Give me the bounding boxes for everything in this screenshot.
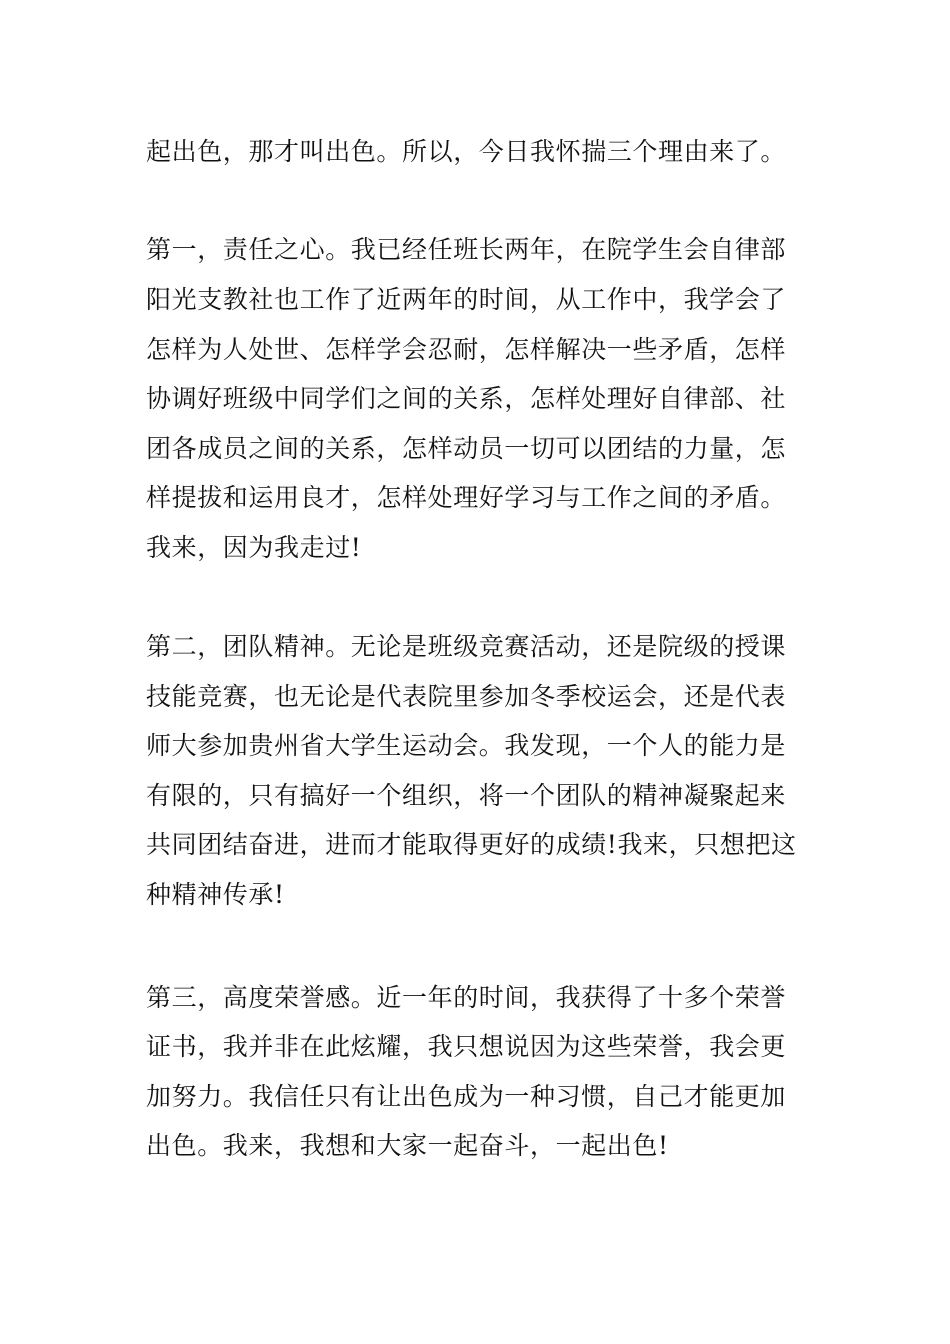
text-line: 技能竞赛，也无论是代表院里参加冬季校运会，还是代表 xyxy=(146,682,787,711)
text-line: 团各成员之间的关系，怎样动员一切可以团结的力量，怎 xyxy=(146,434,787,463)
text-line: 起出色，那才叫出色。所以，今日我怀揣三个理由来了。 xyxy=(146,137,787,166)
text-line: 我来，因为我走过! xyxy=(146,533,362,562)
text-line: 师大参加贵州省大学生运动会。我发现，一个人的能力是 xyxy=(146,731,787,760)
text-line: 有限的，只有搞好一个组织，将一个团队的精神凝聚起来 xyxy=(146,781,787,810)
text-line: 第三，高度荣誉感。近一年的时间，我获得了十多个荣誉 xyxy=(146,983,787,1012)
text-line: 怎样为人处世、怎样学会忍耐，怎样解决一些矛盾，怎样 xyxy=(146,335,787,364)
text-line: 证书，我并非在此炫耀，我只想说因为这些荣誉，我会更 xyxy=(146,1032,787,1061)
text-line: 第二，团队精神。无论是班级竞赛活动，还是院级的授课 xyxy=(146,632,787,661)
text-line: 种精神传承! xyxy=(146,880,285,909)
text-line: 样提拔和运用良才，怎样处理好学习与工作之间的矛盾。 xyxy=(146,483,787,512)
text-line: 阳光支教社也工作了近两年的时间，从工作中，我学会了 xyxy=(146,285,787,314)
text-line: 出色。我来，我想和大家一起奋斗，一起出色! xyxy=(146,1131,669,1160)
text-line: 第一，责任之心。我已经任班长两年，在院学生会自律部 xyxy=(146,235,787,264)
text-line: 协调好班级中同学们之间的关系，怎样处理好自律部、社 xyxy=(146,384,787,413)
text-line: 共同团结奋进，进而才能取得更好的成绩!我来，只想把这 xyxy=(146,830,797,859)
text-line: 加努力。我信任只有让出色成为一种习惯，自己才能更加 xyxy=(146,1082,787,1111)
